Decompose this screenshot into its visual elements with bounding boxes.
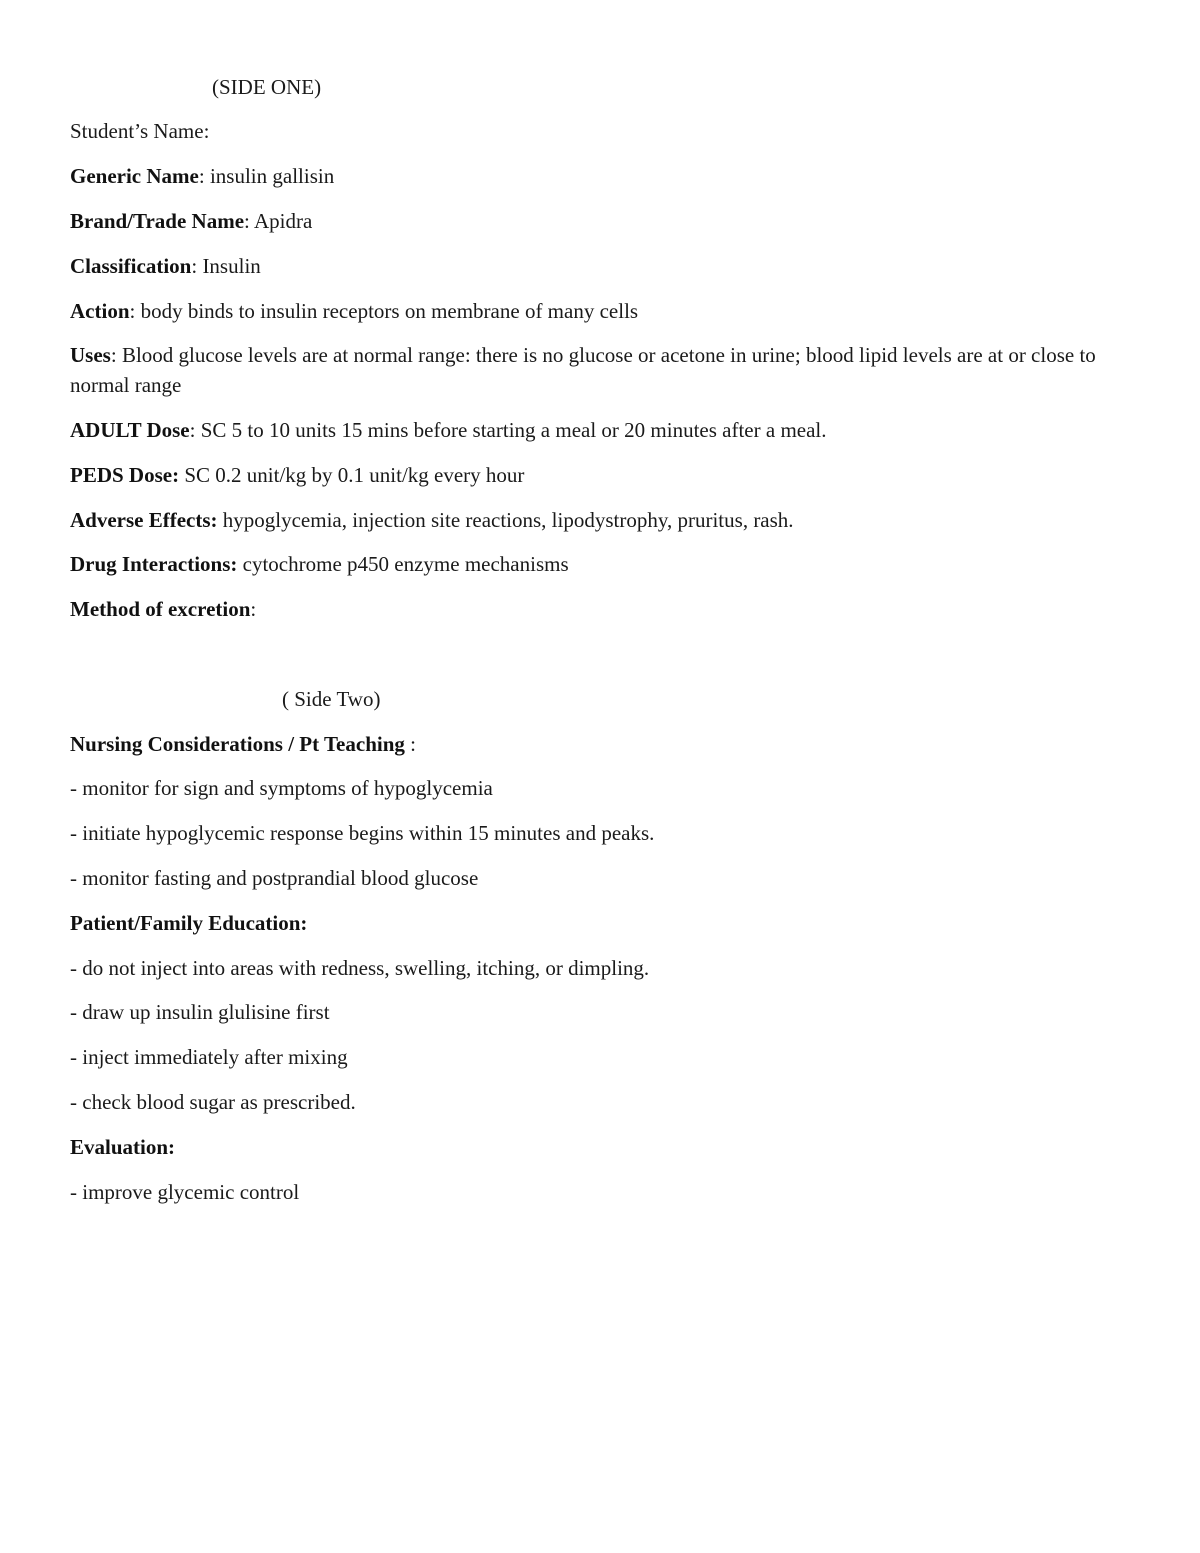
field-sep: : xyxy=(191,254,198,278)
field-sep: : xyxy=(110,343,117,367)
field-value: SC 0.2 unit/kg by 0.1 unit/kg every hour xyxy=(179,463,525,487)
side-two-heading: ( Side Two) xyxy=(282,687,381,711)
field-label: Action xyxy=(70,299,130,323)
field-value: Blood glucose levels are at normal range: there is no glucose or acetone in urine; blood lipid levels are at or close to normal range xyxy=(70,343,1096,397)
field-brand-name xyxy=(70,208,312,234)
field-label: Uses xyxy=(70,343,111,367)
field-generic-name xyxy=(70,163,334,189)
field-value: hypoglycemia, injection site reactions, lipodystrophy, pruritus, rash. xyxy=(217,508,794,532)
field-sep: : xyxy=(189,418,196,442)
field-sep: : xyxy=(129,299,136,323)
field-label: Generic Name xyxy=(70,164,199,188)
section-sep: : xyxy=(404,732,416,756)
field-sep: : xyxy=(198,164,205,188)
field-peds-dose xyxy=(70,462,524,488)
field-label: PEDS Dose: xyxy=(70,463,180,487)
field-label: ADULT Dose xyxy=(70,418,190,442)
field-value: insulin gallisin xyxy=(204,164,335,188)
field-method-of-excretion xyxy=(70,596,256,622)
student-name-label: Student’s Name: xyxy=(70,119,210,143)
field-classification xyxy=(70,253,261,279)
nursing-considerations-heading xyxy=(70,731,416,757)
field-value: cytochrome p450 enzyme mechanisms xyxy=(237,552,569,576)
section-label: Evaluation: xyxy=(70,1135,176,1159)
field-value: SC 5 to 10 units 15 mins before starting a meal or 20 minutes after a meal. xyxy=(195,418,827,442)
nursing-item: - monitor for sign and symptoms of hypoglycemia xyxy=(70,776,493,800)
field-value: Apidra xyxy=(249,209,313,233)
patient-education-heading xyxy=(70,910,307,936)
evaluation-heading xyxy=(70,1134,175,1160)
education-item: - inject immediately after mixing xyxy=(70,1045,348,1069)
field-label: Method of excretion xyxy=(70,597,251,621)
evaluation-item: - improve glycemic control xyxy=(70,1180,300,1204)
nursing-item: - monitor fasting and postprandial blood glucose xyxy=(70,866,479,890)
field-label: Drug Interactions: xyxy=(70,552,238,576)
section-label: Nursing Considerations / Pt Teaching xyxy=(70,732,405,756)
field-uses xyxy=(70,340,1130,400)
field-label: Classification xyxy=(70,254,192,278)
field-adverse-effects xyxy=(70,507,794,533)
field-label: Adverse Effects: xyxy=(70,508,218,532)
field-adult-dose xyxy=(70,417,827,443)
nursing-item: - initiate hypoglycemic response begins within 15 minutes and peaks. xyxy=(70,821,655,845)
side-one-heading: (SIDE ONE) xyxy=(212,75,322,99)
field-label: Brand/Trade Name xyxy=(70,209,245,233)
field-value: Insulin xyxy=(197,254,261,278)
field-drug-interactions xyxy=(70,551,569,577)
field-sep: : xyxy=(250,597,257,621)
field-value: body binds to insulin receptors on membrane of many cells xyxy=(135,299,639,323)
education-item: - draw up insulin glulisine first xyxy=(70,1000,330,1024)
education-item: - do not inject into areas with redness, swelling, itching, or dimpling. xyxy=(70,956,650,980)
education-item: - check blood sugar as prescribed. xyxy=(70,1090,356,1114)
field-action xyxy=(70,298,638,324)
section-label: Patient/Family Education: xyxy=(70,911,308,935)
field-sep: : xyxy=(244,209,250,233)
